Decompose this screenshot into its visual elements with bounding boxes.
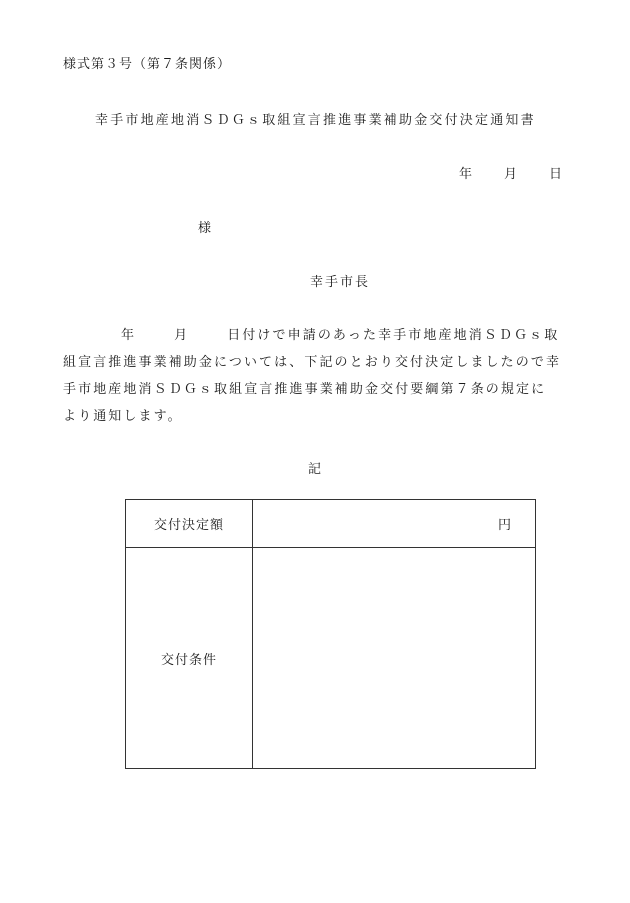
body-line-1-text: 日付けで申請のあった幸手市地産地消ＳＤＧｓ取 bbox=[227, 328, 560, 343]
date-day-label: 日 bbox=[549, 167, 563, 182]
form-number: 様式第３号（第７条関係） bbox=[63, 57, 232, 72]
amount-unit: 円 bbox=[497, 518, 511, 533]
date-year-label: 年 bbox=[459, 167, 473, 182]
date-month-label: 月 bbox=[504, 167, 518, 182]
conditions-label: 交付条件 bbox=[126, 548, 253, 769]
body-line-1 bbox=[63, 322, 583, 349]
body-line-4: より通知します。 bbox=[63, 409, 183, 424]
recipient-suffix: 様 bbox=[198, 221, 212, 236]
table-row-amount bbox=[126, 500, 536, 548]
notice-body bbox=[63, 322, 583, 430]
issuer-name: 幸手市長 bbox=[310, 275, 371, 290]
body-line-2: 組宣言推進事業補助金については、下記のとおり交付決定しましたので幸 bbox=[63, 355, 562, 370]
body-year-label: 年 bbox=[121, 328, 137, 343]
ki-heading: 記 bbox=[308, 462, 322, 477]
amount-label: 交付決定額 bbox=[126, 500, 253, 548]
document-title: 幸手市地産地消ＳＤＧｓ取組宣言推進事業補助金交付決定通知書 bbox=[95, 113, 536, 128]
table-row-conditions bbox=[126, 548, 536, 769]
conditions-value-cell[interactable] bbox=[253, 548, 536, 769]
decision-table bbox=[125, 499, 536, 769]
amount-value-cell[interactable] bbox=[253, 500, 536, 548]
date-line bbox=[459, 163, 562, 182]
body-month-label: 月 bbox=[174, 328, 190, 343]
body-line-3: 手市地産地消ＳＤＧｓ取組宣言推進事業補助金交付要綱第７条の規定に bbox=[63, 382, 547, 397]
